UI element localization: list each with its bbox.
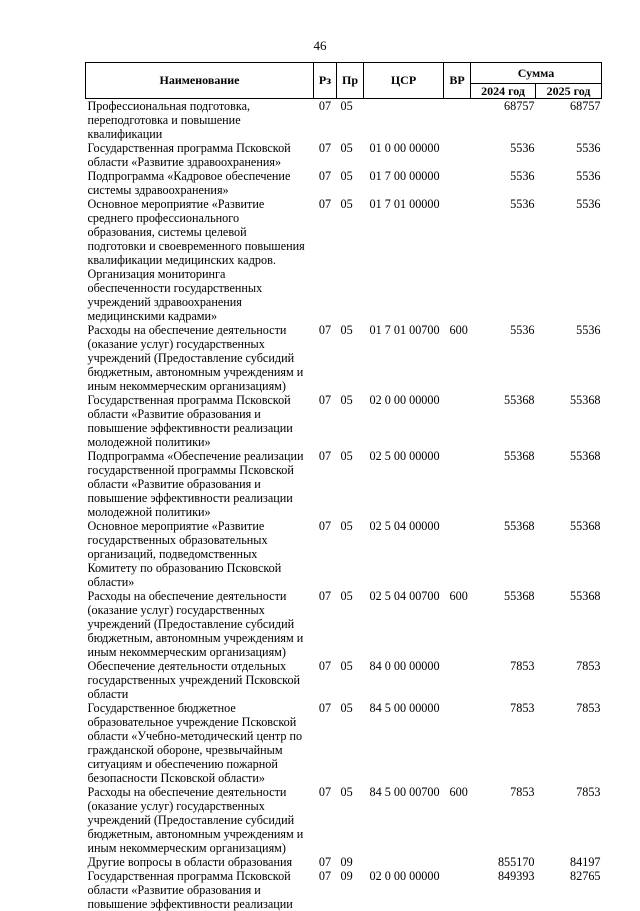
row-name: Профессиональная подготовка, переподготовка и повышение квалификации bbox=[86, 99, 314, 142]
row-csr: 02 5 04 00700 bbox=[364, 589, 444, 659]
row-csr: 84 0 00 00000 bbox=[364, 659, 444, 701]
row-vr bbox=[444, 855, 471, 869]
row-name: Основное мероприятие «Развитие среднего профессионального образования, системы целевой подготовки и своевременного повышения квалификации медицинских кадров. Организация мониторинга обеспеченности государственных учреждений здравоохранения медицинскими кадрами» bbox=[86, 197, 314, 323]
row-pr: 05 bbox=[337, 323, 364, 393]
page-number: 46 bbox=[0, 38, 640, 54]
row-name: Государственное бюджетное образовательное учреждение Псковской области «Учебно-методический центр по гражданской обороне, чрезвычайным ситуациям и обеспечению пожарной безопасности Псковской области» bbox=[86, 701, 314, 785]
row-name: Расходы на обеспечение деятельности (оказание услуг) государственных учреждений (Предоставление субсидий бюджетным, автономным учреждениям и иным некоммерческим организациям) bbox=[86, 323, 314, 393]
row-vr bbox=[444, 449, 471, 519]
table-row bbox=[86, 785, 602, 855]
row-csr: 02 5 00 00000 bbox=[364, 449, 444, 519]
row-csr: 02 5 04 00000 bbox=[364, 519, 444, 589]
row-pr: 05 bbox=[337, 449, 364, 519]
row-pr: 05 bbox=[337, 393, 364, 449]
table-header bbox=[86, 63, 602, 99]
row-pr: 05 bbox=[337, 99, 364, 142]
table-row bbox=[86, 449, 602, 519]
row-sum-2024: 55368 bbox=[471, 449, 536, 519]
header-pr: Пр bbox=[337, 63, 364, 99]
header-sum: Сумма bbox=[471, 63, 602, 84]
row-csr: 02 0 00 00000 bbox=[364, 393, 444, 449]
row-sum-2024: 7853 bbox=[471, 701, 536, 785]
row-name: Расходы на обеспечение деятельности (оказание услуг) государственных учреждений (Предоставление субсидий бюджетным, автономным учреждениям и иным некоммерческим организациям) bbox=[86, 589, 314, 659]
row-vr: 600 bbox=[444, 323, 471, 393]
row-csr: 01 7 00 00000 bbox=[364, 169, 444, 197]
row-rz: 07 bbox=[314, 519, 337, 589]
row-rz: 07 bbox=[314, 323, 337, 393]
row-sum-2024: 7853 bbox=[471, 785, 536, 855]
row-pr: 05 bbox=[337, 785, 364, 855]
row-vr: 600 bbox=[444, 785, 471, 855]
row-vr bbox=[444, 99, 471, 142]
row-vr bbox=[444, 701, 471, 785]
row-sum-2024: 849393 bbox=[471, 869, 536, 911]
row-sum-2024: 855170 bbox=[471, 855, 536, 869]
row-rz: 07 bbox=[314, 141, 337, 169]
row-pr: 05 bbox=[337, 169, 364, 197]
table-row bbox=[86, 519, 602, 589]
row-pr: 05 bbox=[337, 519, 364, 589]
row-rz: 07 bbox=[314, 197, 337, 323]
row-rz: 07 bbox=[314, 855, 337, 869]
row-rz: 07 bbox=[314, 393, 337, 449]
header-year-2024: 2024 год bbox=[471, 84, 536, 99]
row-csr: 01 7 01 00000 bbox=[364, 197, 444, 323]
row-pr: 05 bbox=[337, 141, 364, 169]
row-sum-2025: 7853 bbox=[536, 785, 602, 855]
row-csr: 84 5 00 00000 bbox=[364, 701, 444, 785]
row-sum-2025: 7853 bbox=[536, 659, 602, 701]
row-vr bbox=[444, 659, 471, 701]
row-sum-2024: 68757 bbox=[471, 99, 536, 142]
row-sum-2024: 55368 bbox=[471, 393, 536, 449]
row-sum-2025: 68757 bbox=[536, 99, 602, 142]
table-row bbox=[86, 659, 602, 701]
row-rz: 07 bbox=[314, 869, 337, 911]
row-sum-2025: 55368 bbox=[536, 449, 602, 519]
header-vr: ВР bbox=[444, 63, 471, 99]
row-sum-2025: 5536 bbox=[536, 141, 602, 169]
table-row bbox=[86, 141, 602, 169]
table-row bbox=[86, 323, 602, 393]
table-row bbox=[86, 393, 602, 449]
header-year-2025: 2025 год bbox=[536, 84, 602, 99]
row-vr bbox=[444, 197, 471, 323]
row-pr: 09 bbox=[337, 869, 364, 911]
row-pr: 05 bbox=[337, 197, 364, 323]
row-vr bbox=[444, 141, 471, 169]
table-body bbox=[86, 99, 602, 911]
row-vr bbox=[444, 519, 471, 589]
row-rz: 07 bbox=[314, 99, 337, 142]
row-sum-2025: 5536 bbox=[536, 197, 602, 323]
row-name: Основное мероприятие «Развитие государственных образовательных организаций, подведомственных Комитету по образованию Псковской области» bbox=[86, 519, 314, 589]
row-csr: 01 0 00 00000 bbox=[364, 141, 444, 169]
row-sum-2025: 55368 bbox=[536, 589, 602, 659]
row-pr: 05 bbox=[337, 701, 364, 785]
row-csr: 84 5 00 00700 bbox=[364, 785, 444, 855]
row-rz: 07 bbox=[314, 785, 337, 855]
row-pr: 05 bbox=[337, 589, 364, 659]
row-vr bbox=[444, 393, 471, 449]
row-csr bbox=[364, 99, 444, 142]
row-csr bbox=[364, 855, 444, 869]
row-sum-2024: 5536 bbox=[471, 169, 536, 197]
row-rz: 07 bbox=[314, 659, 337, 701]
header-csr: ЦСР bbox=[364, 63, 444, 99]
row-sum-2024: 55368 bbox=[471, 519, 536, 589]
table-row bbox=[86, 589, 602, 659]
row-sum-2024: 5536 bbox=[471, 323, 536, 393]
row-pr: 05 bbox=[337, 659, 364, 701]
row-sum-2025: 5536 bbox=[536, 323, 602, 393]
row-pr: 09 bbox=[337, 855, 364, 869]
row-sum-2025: 82765 bbox=[536, 869, 602, 911]
table-row bbox=[86, 701, 602, 785]
row-name: Другие вопросы в области образования bbox=[86, 855, 314, 869]
row-csr: 02 0 00 00000 bbox=[364, 869, 444, 911]
header-rz: Рз bbox=[314, 63, 337, 99]
row-sum-2024: 55368 bbox=[471, 589, 536, 659]
table-row bbox=[86, 169, 602, 197]
row-sum-2024: 7853 bbox=[471, 659, 536, 701]
row-sum-2025: 55368 bbox=[536, 393, 602, 449]
table-row bbox=[86, 197, 602, 323]
budget-table bbox=[85, 62, 602, 911]
row-rz: 07 bbox=[314, 169, 337, 197]
row-rz: 07 bbox=[314, 701, 337, 785]
row-sum-2025: 5536 bbox=[536, 169, 602, 197]
row-sum-2024: 5536 bbox=[471, 197, 536, 323]
row-csr: 01 7 01 00700 bbox=[364, 323, 444, 393]
table-row bbox=[86, 99, 602, 142]
row-name: Государственная программа Псковской области «Развитие образования и повышение эффективности реализации bbox=[86, 869, 314, 911]
row-sum-2025: 55368 bbox=[536, 519, 602, 589]
row-sum-2024: 5536 bbox=[471, 141, 536, 169]
row-name: Подпрограмма «Кадровое обеспечение системы здравоохранения» bbox=[86, 169, 314, 197]
row-rz: 07 bbox=[314, 589, 337, 659]
header-name: Наименование bbox=[86, 63, 314, 99]
row-vr bbox=[444, 169, 471, 197]
row-name: Подпрограмма «Обеспечение реализации государственной программы Псковской области «Развитие образования и повышение эффективности реализации молодежной политики» bbox=[86, 449, 314, 519]
row-sum-2025: 7853 bbox=[536, 701, 602, 785]
row-name: Обеспечение деятельности отдельных государственных учреждений Псковской области bbox=[86, 659, 314, 701]
row-name: Расходы на обеспечение деятельности (оказание услуг) государственных учреждений (Предоставление субсидий бюджетным, автономным учреждениям и иным некоммерческим организациям) bbox=[86, 785, 314, 855]
row-name: Государственная программа Псковской области «Развитие образования и повышение эффективности реализации молодежной политики» bbox=[86, 393, 314, 449]
row-name: Государственная программа Псковской области «Развитие здравоохранения» bbox=[86, 141, 314, 169]
row-vr: 600 bbox=[444, 589, 471, 659]
row-rz: 07 bbox=[314, 449, 337, 519]
row-sum-2025: 84197 bbox=[536, 855, 602, 869]
table-row bbox=[86, 855, 602, 869]
